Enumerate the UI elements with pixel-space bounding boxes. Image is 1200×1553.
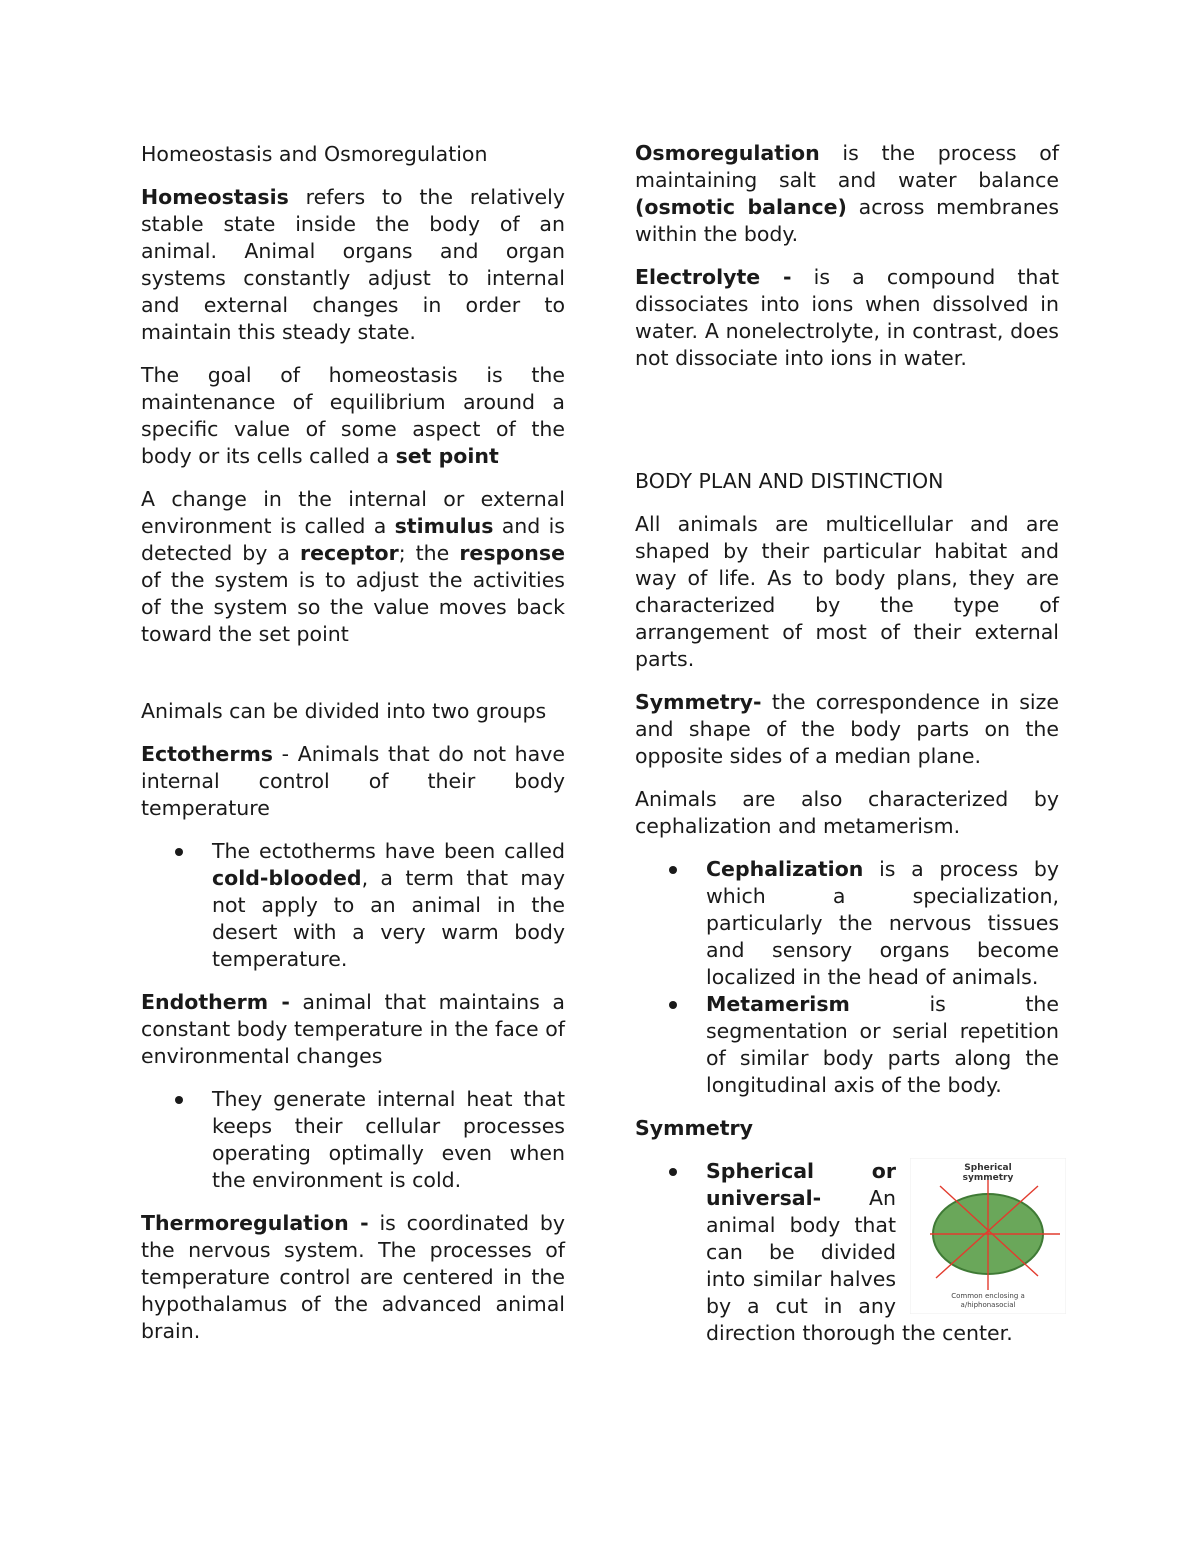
ectotherms-term: Ectotherms — [141, 742, 274, 766]
electrolyte-term: Electrolyte - — [635, 265, 792, 289]
spherical-symmetry-figure — [910, 1158, 1066, 1314]
homeostasis-term: Homeostasis — [141, 185, 289, 209]
symmetry-term: Symmetry- — [635, 690, 762, 714]
right-column — [635, 140, 1059, 1363]
list-item: They generate internal heat that keeps their cellular processes operating optimally even when the environment is cold. — [141, 1086, 565, 1194]
set-point-term: set point — [395, 444, 499, 468]
symmetry-heading: Symmetry — [635, 1116, 754, 1140]
document-title: Homeostasis and Osmoregulation — [141, 142, 488, 166]
osmoregulation-term: Osmoregulation — [635, 141, 820, 165]
list-item: The ectotherms have been called cold-blooded, a term that may not apply to an animal in the desert with a very warm body temperature. — [141, 838, 565, 973]
also-characterized-paragraph: Animals are also characterized by cephalization and metamerism. — [635, 787, 1059, 838]
stimulus-paragraph: A change in the internal or external environment is called a stimulus and is detected by a receptor; the response of the system is to adjust the activities of the system so the value moves back toward the set point — [141, 487, 565, 646]
osmotic-balance-term: (osmotic balance) — [635, 195, 847, 219]
cephalization-term: Cephalization — [706, 857, 864, 881]
bullet-icon — [669, 866, 677, 874]
list-item: Spherical symmetry Common enclosing a a/hiphonasocial Spherical or universal- An animal body that can be divided into similar halves by a cut in any direction thorough the center. — [635, 1158, 1059, 1347]
endotherm-term: Endotherm - — [141, 990, 290, 1014]
list-item: Metamerism is the segmentation or serial repetition of similar body parts along the longitudinal axis of the body. — [635, 991, 1059, 1099]
groups-paragraph: Animals can be divided into two groups — [141, 699, 547, 723]
electrolyte-paragraph: Electrolyte - is a compound that dissociates into ions when dissolved in water. A nonelectrolyte, in contrast, does not dissociate into ions in water. — [635, 265, 1059, 370]
bullet-icon — [175, 1096, 183, 1104]
body-plan-heading: BODY PLAN AND DISTINCTION — [635, 469, 944, 493]
thermoregulation-paragraph: Thermoregulation - is coordinated by the nervous system. The processes of temperature control are centered in the hypothalamus of the advanced animal brain. — [141, 1211, 565, 1343]
metamerism-term: Metamerism — [706, 992, 850, 1016]
figure-caption-line1: Common enclosing a — [951, 1292, 1025, 1300]
bullet-icon — [669, 1168, 677, 1176]
symmetry-bullets — [635, 1158, 1059, 1347]
stimulus-term: stimulus — [394, 514, 494, 538]
characteristics-bullets — [635, 856, 1059, 1099]
left-column — [141, 141, 565, 1361]
ectotherms-paragraph: Ectotherms - Animals that do not have internal control of their body temperature — [141, 742, 565, 820]
body-plan-paragraph: All animals are multicellular and are shaped by their particular habitat and way of life. As to body plans, they are characterized by the type of arrangement of most of their external parts. — [635, 512, 1059, 671]
thermoregulation-term: Thermoregulation - — [141, 1211, 369, 1235]
osmoregulation-paragraph: Osmoregulation is the process of maintaining salt and water balance (osmotic balance) across membranes within the body. — [635, 141, 1059, 246]
list-item: Cephalization is a process by which a specialization, particularly the nervous tissues and sensory organs become localized in the head of animals. — [635, 856, 1059, 991]
symmetry-definition-paragraph: Symmetry- the correspondence in size and shape of the body parts on the opposite sides of a median plane. — [635, 690, 1059, 768]
cold-blooded-term: cold-blooded — [212, 866, 362, 890]
spherical-term: Spherical or universal- — [706, 1159, 896, 1210]
endotherm-bullets — [141, 1086, 565, 1194]
ectotherms-bullets — [141, 838, 565, 973]
figure-title-line2: symmetry — [962, 1173, 1014, 1183]
receptor-term: receptor — [299, 541, 399, 565]
goal-paragraph: The goal of homeostasis is the maintenance of equilibrium around a specific value of some aspect of the body or its cells called a set point — [141, 363, 565, 468]
homeostasis-paragraph: Homeostasis refers to the relatively stable state inside the body of an animal. Animal organs and organ systems constantly adjust to internal and external changes in order to maintain this steady state. — [141, 185, 565, 344]
figure-title-line1: Spherical — [964, 1163, 1012, 1173]
endotherm-paragraph: Endotherm - animal that maintains a constant body temperature in the face of environmental changes — [141, 990, 565, 1068]
bullet-icon — [669, 1001, 677, 1009]
response-term: response — [459, 541, 565, 565]
bullet-icon — [175, 848, 183, 856]
figure-caption-line2: a/hiphonasocial — [960, 1301, 1016, 1309]
